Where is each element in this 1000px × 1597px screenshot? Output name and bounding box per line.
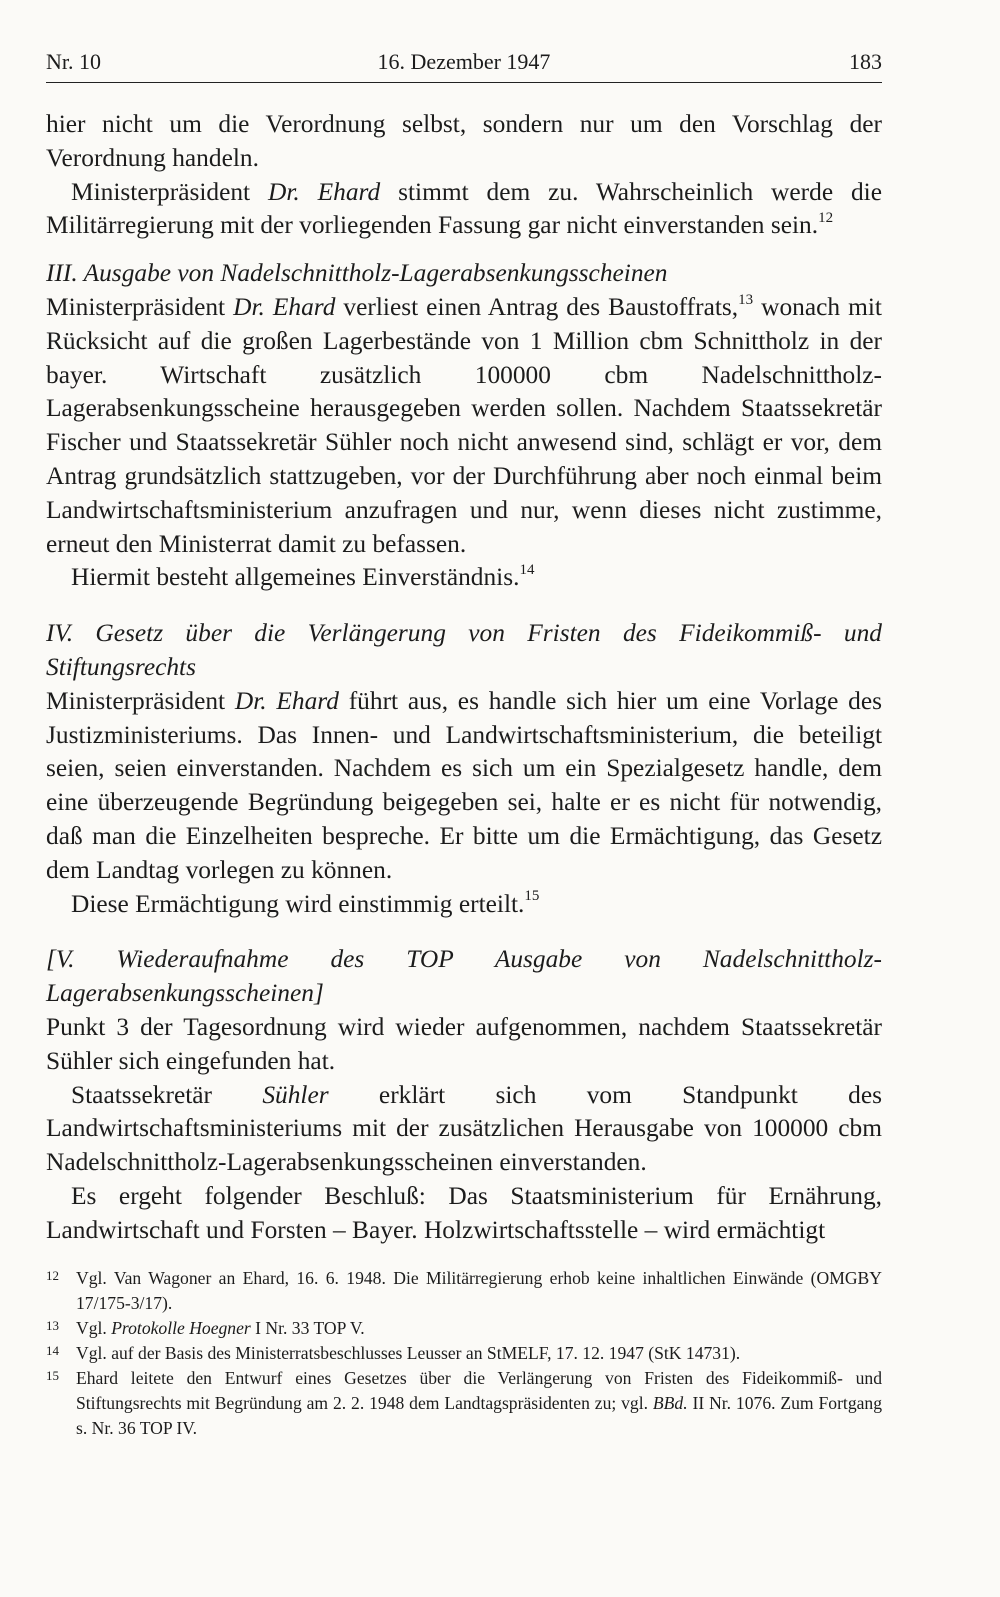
speaker-name: Dr. Ehard bbox=[233, 292, 336, 321]
footnote-ref: 13 bbox=[738, 291, 754, 308]
speaker-name: Sühler bbox=[262, 1080, 329, 1109]
paragraph: Ministerpräsident Dr. Ehard stimmt dem zu. Wahrscheinlich werde die Militärregierung mit der vorliegenden Fassung gar nicht einverstanden sein.$^{12}$ bbox=[46, 177, 882, 240]
paragraph: Punkt 3 der Tagesordnung wird wieder aufgenommen, nachdem Staatssekretär Sühler sich eingefunden hat. bbox=[46, 1012, 882, 1075]
footnote: 15 Ehard leitete den Entwurf eines Gesetzes über die Verlängerung von Fristen des Fideikommiß- und Stiftungsrechts mit Begründung am 2. 2. 1948 dem Landtagspräsidenten zu; vgl. BBd. II Nr. 1076. Zum Fortgang s. Nr. 36 TOP IV. bbox=[46, 1366, 882, 1441]
speaker-name: Dr. Ehard bbox=[268, 177, 381, 206]
paragraph: Ministerpräsident Dr. Ehard verliest einen Antrag des Baustoffrats,$^{13}$ wonach mit Rücksicht auf die großen Lagerbestände von 1 Million cbm Schnittholz in der bayer. Wirtschaft zusätzlich 100000 cbm Nadelschnittholz-Lagerabsenkungsscheine herausgegeben werden sollen. Nachdem Staatssekretär Fischer und Staatssekretär Sühler noch nicht anwesend sind, schlägt er vor, dem Antrag grundsätzlich stattzugeben, vor der Durchführung aber noch einmal beim Landwirtschaftsministerium anzufragen und nur, wenn dieses nicht zustimme, erneut den Ministerrat damit zu befassen. bbox=[46, 291, 882, 558]
footnote-number: 15 bbox=[46, 1368, 59, 1383]
footnote-number: 12 bbox=[46, 1268, 59, 1283]
page-number: 183 bbox=[849, 49, 882, 74]
paragraph: Es ergeht folgender Beschluß: Das Staatsministerium für Ernährung, Landwirtschaft und Forsten – Bayer. Holzwirtschaftsstelle – wird ermächtigt bbox=[46, 1181, 882, 1244]
footnotes bbox=[46, 1266, 882, 1441]
running-header bbox=[46, 46, 882, 78]
header-date: 16. Dezember 1947 bbox=[377, 49, 551, 74]
footnote: 14 Vgl. auf der Basis des Ministerratsbeschlusses Leusser an StMELF, 17. 12. 1947 (StK 14731). bbox=[46, 1341, 882, 1366]
paragraph: hier nicht um die Verordnung selbst, sondern nur um den Vorschlag der Verordnung handeln. bbox=[46, 110, 882, 172]
section-heading: [V. Wiederaufnahme des TOP Ausgabe von Nadelschnittholz-Lagerabsenkungsscheinen] bbox=[46, 945, 882, 1008]
footnote: 12 Vgl. Van Wagoner an Ehard, 16. 6. 1948. Die Militärregierung erhob keine inhaltlichen Einwände (OMGBY 17/175-3/17). bbox=[46, 1266, 882, 1316]
header-rule bbox=[46, 82, 882, 83]
paragraph: Ministerpräsident Dr. Ehard führt aus, es handle sich hier um eine Vorlage des Justizministeriums. Das Innen- und Landwirtschaftsministerium, die beteiligt seien, seien einverstanden. Nachdem es sich um ein Spezialgesetz handle, dem eine überzeugende Begründung beigegeben sei, halte er es nicht für notwendig, daß man die Einzelheiten bespreche. Er bitte um die Ermächtigung, das Gesetz dem Landtag vorlegen zu können. bbox=[46, 686, 882, 884]
footnote-number: 13 bbox=[46, 1318, 59, 1333]
footnote-ref: 12 bbox=[818, 209, 834, 226]
issue-number: Nr. 10 bbox=[46, 49, 101, 74]
footnote-ref: 15 bbox=[524, 888, 540, 905]
footnote-number: 14 bbox=[46, 1343, 59, 1358]
section-heading: III. Ausgabe von Nadelschnittholz-Lagerabsenkungsscheinen bbox=[46, 259, 668, 288]
body-text bbox=[46, 108, 882, 1248]
paragraph: Diese Ermächtigung wird einstimmig erteilt.$^{15}$ bbox=[71, 888, 540, 918]
paragraph: Hiermit besteht allgemeines Einverständnis.$^{14}$ bbox=[71, 561, 535, 592]
footnote-ref: 14 bbox=[519, 561, 535, 578]
speaker-name: Dr. Ehard bbox=[234, 686, 339, 715]
section-heading: IV. Gesetz über die Verlängerung von Fristen des Fideikommiß- und Stiftungsrechts bbox=[46, 619, 882, 681]
paragraph: Staatssekretär Sühler erklärt sich vom Standpunkt des Landwirtschaftsministeriums mit der zusätzlichen Herausgabe von 100000 cbm Nadelschnittholz-Lagerabsenkungsscheinen einverstanden. bbox=[46, 1080, 882, 1177]
footnote: 13 Vgl. Protokolle Hoegner I Nr. 33 TOP V. bbox=[46, 1316, 882, 1341]
